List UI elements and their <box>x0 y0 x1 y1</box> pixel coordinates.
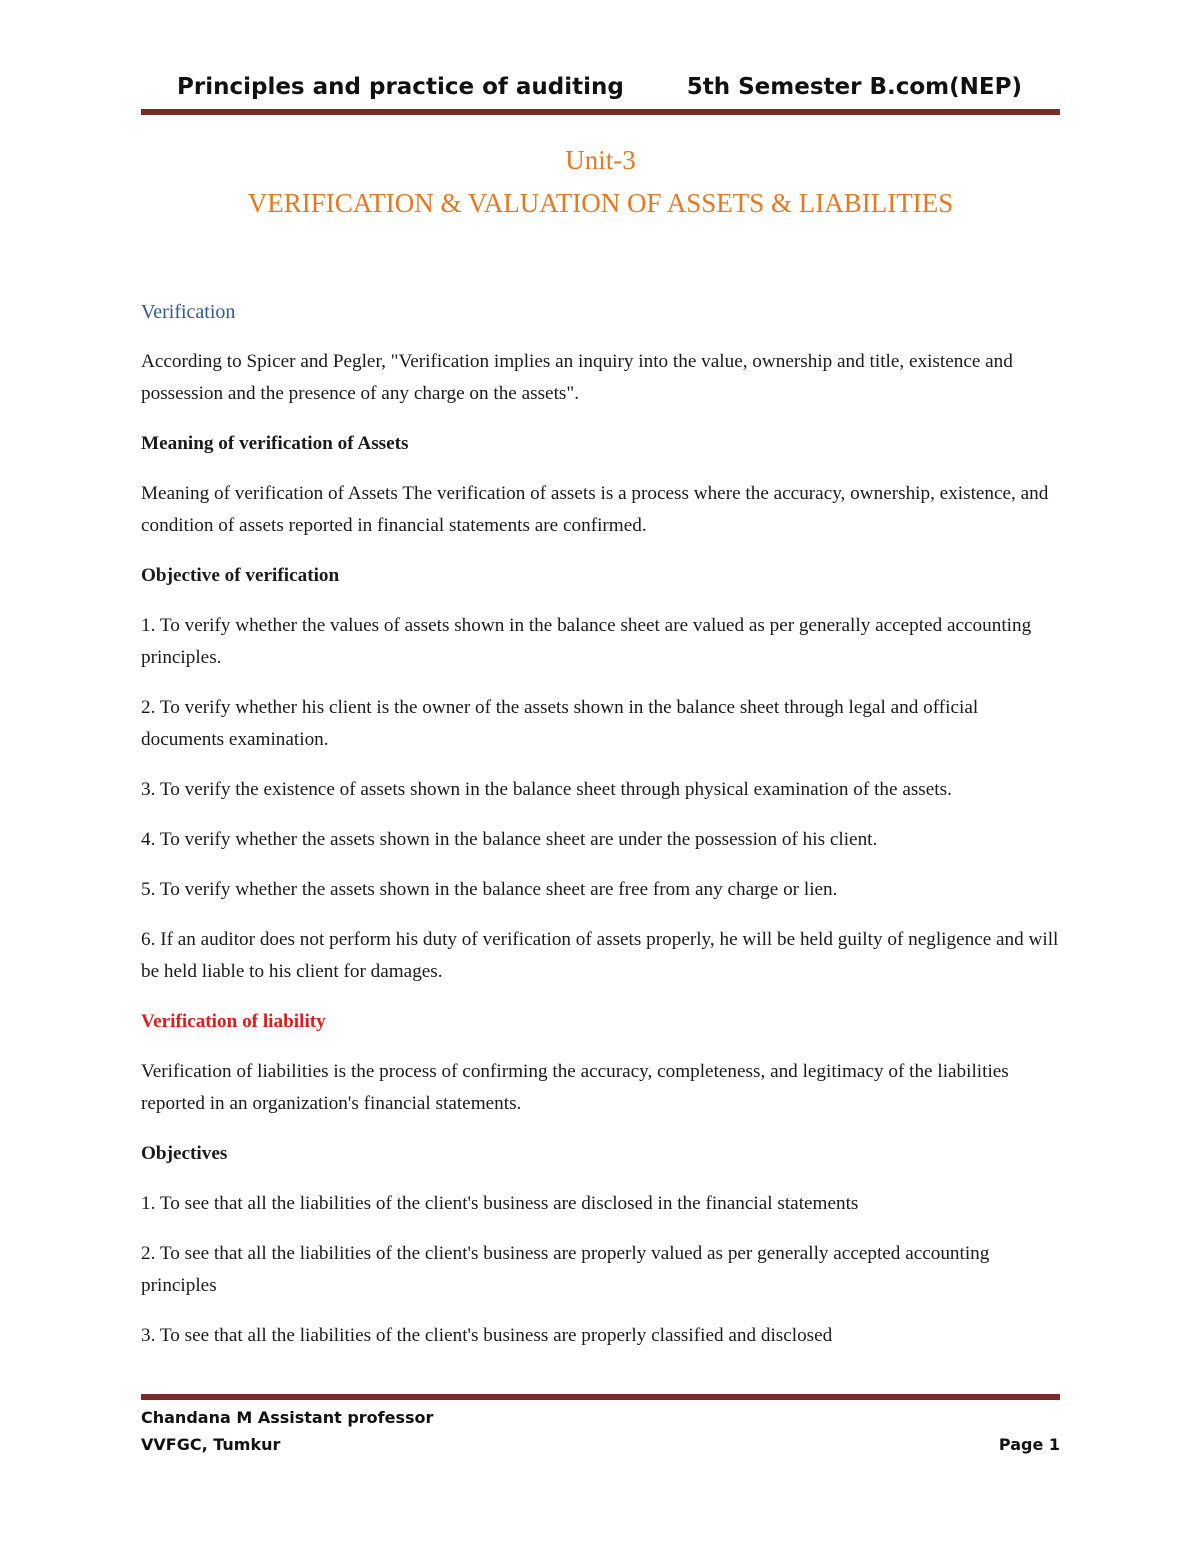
main-title: VERIFICATION & VALUATION OF ASSETS & LIABILITIES <box>247 188 954 218</box>
meaning-heading: Meaning of verification of Assets <box>141 433 409 454</box>
objective-item: 6. If an auditor does not perform his duty of verification of assets properly, he will be held guilty of negligence and will be held liable to his client for damages. <box>141 929 1059 982</box>
objective-heading: Objective of verification <box>141 565 340 586</box>
page-header <box>141 72 1060 110</box>
header-semester: 5th Semester B.com(NEP) <box>686 74 1022 100</box>
objective-item: 1. To verify whether the values of assets shown in the balance sheet are valued as per generally accepted accounting principles. <box>141 615 1032 668</box>
liability-text: Verification of liabilities is the process of confirming the accuracy, completeness, and legitimacy of the liabilities reported in an organization's financial statements. <box>141 1061 1009 1114</box>
objective-item: 4. To verify whether the assets shown in the balance sheet are under the possession of his client. <box>141 829 878 850</box>
liability-objective-item: 2. To see that all the liabilities of the client's business are properly valued as per generally accepted accounting principles <box>141 1243 990 1296</box>
document-body <box>141 296 1060 1370</box>
meaning-text: Meaning of verification of Assets The verification of assets is a process where the accuracy, ownership, existence, and condition of assets reported in financial statements are confirmed. <box>141 483 1049 536</box>
header-rule <box>141 109 1060 115</box>
verification-definition: According to Spicer and Pegler, "Verification implies an inquiry into the value, ownership and title, existence and possession and the presence of any charge on the assets". <box>141 351 1013 404</box>
footer-institution: VVFGC, Tumkur <box>141 1435 281 1454</box>
footer-rule <box>141 1394 1060 1400</box>
unit-title: Unit-3 <box>565 145 636 175</box>
objective-item: 5. To verify whether the assets shown in the balance sheet are free from any charge or lien. <box>141 879 838 900</box>
footer-author: Chandana M Assistant professor <box>141 1408 434 1427</box>
liability-objective-item: 3. To see that all the liabilities of the client's business are properly classified and disclosed <box>141 1325 833 1346</box>
header-course-title: Principles and practice of auditing <box>177 74 624 100</box>
objective-item: 2. To verify whether his client is the owner of the assets shown in the balance sheet through legal and official documents examination. <box>141 697 979 750</box>
verification-heading: Verification <box>141 301 236 323</box>
liability-heading: Verification of liability <box>141 1011 326 1032</box>
page-number: Page 1 <box>998 1435 1060 1454</box>
liability-objectives-heading: Objectives <box>141 1143 228 1164</box>
liability-objective-item: 1. To see that all the liabilities of the client's business are disclosed in the financial statements <box>141 1193 859 1214</box>
objective-item: 3. To verify the existence of assets shown in the balance sheet through physical examination of the assets. <box>141 779 952 800</box>
